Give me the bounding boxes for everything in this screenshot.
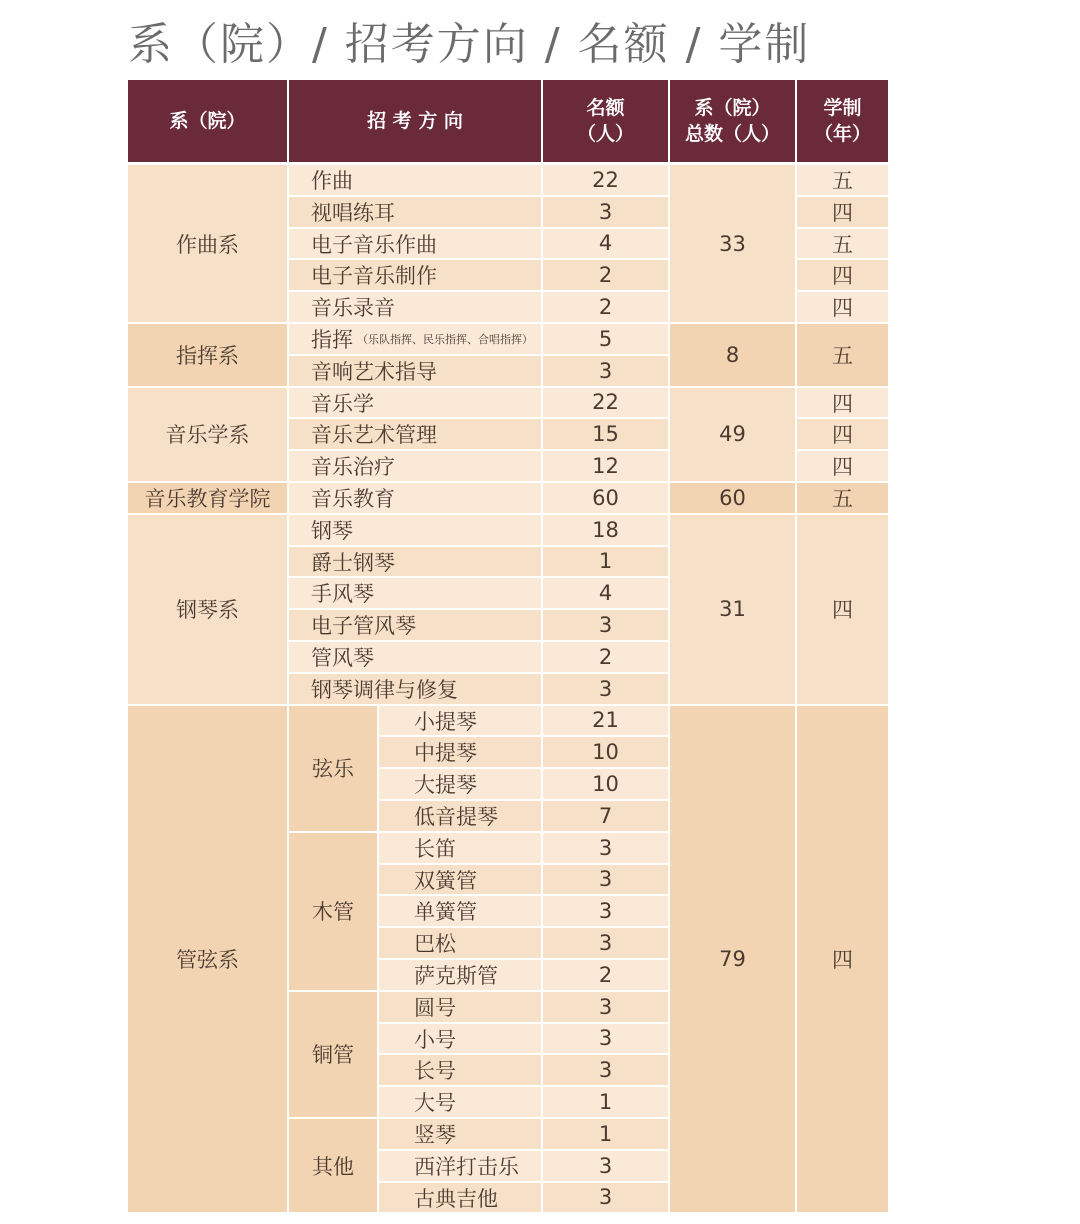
group-name-text: 弦乐 — [312, 757, 354, 782]
dept-name-text: 作曲系 — [176, 232, 239, 257]
direction-text: 萨克斯管 — [414, 963, 498, 988]
years-text: 四 — [832, 296, 853, 321]
direction — [379, 992, 541, 1022]
group-name — [289, 992, 377, 1117]
quota-text: 22 — [592, 390, 619, 415]
direction — [289, 674, 541, 704]
quota — [543, 1151, 668, 1181]
years-text: 四 — [832, 391, 853, 416]
dept-name — [128, 483, 287, 513]
direction-text: 大号 — [414, 1091, 456, 1116]
quota — [543, 896, 668, 926]
direction — [379, 896, 541, 926]
quota-text: 2 — [598, 644, 613, 669]
header-years — [797, 80, 888, 162]
dept-name — [128, 324, 287, 386]
header-dept-label: 系（院） — [169, 110, 246, 132]
dept-total-text: 60 — [719, 485, 746, 510]
quota-text: 3 — [598, 835, 613, 860]
direction-text: 长笛 — [414, 836, 456, 861]
direction-text: 钢琴 — [311, 518, 353, 543]
quota — [543, 165, 668, 195]
quota — [543, 356, 668, 386]
dept-total — [670, 165, 795, 322]
direction — [379, 737, 541, 767]
quota — [543, 1087, 668, 1117]
quota-text: 10 — [592, 772, 619, 797]
quota — [543, 801, 668, 831]
dept-years — [797, 483, 888, 513]
direction-text: 指挥 — [311, 327, 353, 352]
group-name — [289, 1119, 377, 1212]
direction — [289, 260, 541, 290]
dept-total — [670, 324, 795, 386]
dept-name — [128, 165, 287, 322]
quota-text: 3 — [598, 1185, 613, 1210]
direction — [289, 419, 541, 449]
header-total — [670, 80, 795, 162]
dept-years-text: 四 — [832, 947, 853, 972]
dept-total — [670, 515, 795, 704]
direction — [289, 515, 541, 545]
direction-text: 手风琴 — [311, 582, 374, 607]
years — [797, 260, 888, 290]
quota — [543, 515, 668, 545]
quota — [543, 578, 668, 608]
direction-text: 作曲 — [311, 168, 353, 193]
direction-text: 电子音乐制作 — [311, 264, 437, 289]
direction — [379, 1183, 541, 1213]
quota-text: 2 — [598, 962, 613, 987]
years — [797, 419, 888, 449]
quota — [543, 324, 668, 354]
years-text: 五 — [832, 168, 853, 193]
quota-text: 12 — [592, 454, 619, 479]
years-text: 四 — [832, 264, 853, 289]
header-total-line2: 总数（人） — [684, 123, 780, 145]
direction-text: 管风琴 — [311, 645, 374, 670]
dept-total-text: 33 — [719, 231, 746, 256]
dept-total-text: 79 — [719, 946, 746, 971]
years-text: 四 — [832, 423, 853, 448]
direction-text: 音乐录音 — [311, 296, 395, 321]
dept-name-text: 音乐教育学院 — [144, 486, 271, 511]
quota-text: 3 — [598, 899, 613, 924]
quota — [543, 706, 668, 736]
years — [797, 388, 888, 418]
quota-text: 2 — [598, 263, 613, 288]
quota-text: 4 — [598, 581, 613, 606]
direction-text: 音乐治疗 — [311, 455, 395, 480]
quota-text: 10 — [592, 740, 619, 765]
group-name-text: 其他 — [312, 1154, 354, 1179]
header-quota — [543, 80, 668, 162]
years-text: 五 — [832, 232, 853, 257]
quota-text: 1 — [598, 1090, 613, 1115]
quota-text: 22 — [592, 167, 619, 192]
direction — [289, 324, 541, 354]
direction-text: 圆号 — [414, 995, 456, 1020]
direction-text: 音响艺术指导 — [311, 359, 437, 384]
years — [797, 197, 888, 227]
quota-text: 3 — [598, 994, 613, 1019]
dept-years-text: 五 — [832, 486, 853, 511]
direction-text: 低音提琴 — [414, 804, 498, 829]
direction — [379, 801, 541, 831]
direction — [379, 706, 541, 736]
quota — [543, 547, 668, 577]
direction-text: 单簧管 — [414, 900, 477, 925]
quota — [543, 483, 668, 513]
direction — [289, 451, 541, 481]
direction-text: 大提琴 — [414, 773, 477, 798]
direction-text: 中提琴 — [414, 741, 477, 766]
dept-total — [670, 388, 795, 481]
direction-text: 爵士钢琴 — [311, 550, 395, 575]
quota-text: 1 — [598, 549, 613, 574]
header-years-line1: 学制 — [823, 97, 862, 119]
quota-text: 3 — [598, 1026, 613, 1051]
quota-text: 3 — [598, 676, 613, 701]
quota — [543, 292, 668, 322]
quota — [543, 642, 668, 672]
direction-text: 双簧管 — [414, 868, 477, 893]
direction-text: 古典吉他 — [414, 1186, 498, 1211]
direction-text: 音乐艺术管理 — [311, 423, 437, 448]
header-quota-line2: （人） — [576, 123, 634, 145]
dept-years-text: 五 — [832, 343, 853, 368]
direction — [289, 292, 541, 322]
quota — [543, 960, 668, 990]
direction-text: 西洋打击乐 — [414, 1154, 519, 1179]
header-direction-label: 招 考 方 向 — [367, 110, 463, 132]
dept-name-text: 指挥系 — [176, 343, 239, 368]
group-name — [289, 833, 377, 990]
quota — [543, 833, 668, 863]
header-dept — [128, 80, 287, 162]
header-total-line1: 系（院） — [694, 97, 771, 119]
quota — [543, 928, 668, 958]
direction — [379, 960, 541, 990]
quota-text: 3 — [598, 1153, 613, 1178]
dept-name-text: 钢琴系 — [176, 598, 239, 623]
direction — [379, 1087, 541, 1117]
quota-text: 1 — [598, 1121, 613, 1146]
direction — [379, 769, 541, 799]
quota-text: 15 — [592, 422, 619, 447]
quota — [543, 451, 668, 481]
quota-text: 4 — [598, 231, 613, 256]
group-name — [289, 706, 377, 831]
years — [797, 451, 888, 481]
direction-text: 钢琴调律与修复 — [311, 677, 458, 702]
quota-text: 18 — [592, 517, 619, 542]
quota-text: 7 — [598, 803, 613, 828]
direction-text: 视唱练耳 — [311, 200, 395, 225]
quota — [543, 229, 668, 259]
dept-total-text: 31 — [719, 597, 746, 622]
direction-text: 电子音乐作曲 — [311, 232, 437, 257]
direction — [379, 1151, 541, 1181]
quota — [543, 610, 668, 640]
quota-text: 3 — [598, 199, 613, 224]
dept-years — [797, 515, 888, 704]
direction — [289, 197, 541, 227]
dept-name — [128, 706, 287, 1213]
direction-text: 巴松 — [414, 932, 456, 957]
dept-total-text: 49 — [719, 422, 746, 447]
quota-text: 3 — [598, 1058, 613, 1083]
direction-text: 小提琴 — [414, 709, 477, 734]
group-name-text: 铜管 — [312, 1043, 354, 1068]
direction — [289, 547, 541, 577]
direction — [379, 1024, 541, 1054]
direction — [379, 865, 541, 895]
direction — [379, 833, 541, 863]
direction — [289, 165, 541, 195]
quota — [543, 1024, 668, 1054]
direction — [379, 1119, 541, 1149]
direction — [289, 642, 541, 672]
quota — [543, 1119, 668, 1149]
direction-note: （乐队指挥、民乐指挥、合唱指挥） — [357, 332, 533, 346]
quota — [543, 197, 668, 227]
direction-text: 小号 — [414, 1027, 456, 1052]
dept-years — [797, 706, 888, 1213]
quota — [543, 674, 668, 704]
dept-years — [797, 324, 888, 386]
direction — [289, 610, 541, 640]
quota-text: 3 — [598, 613, 613, 638]
years-text: 四 — [832, 455, 853, 480]
years — [797, 229, 888, 259]
quota-text: 60 — [592, 485, 619, 510]
quota — [543, 419, 668, 449]
group-name-text: 木管 — [312, 900, 354, 925]
quota-text: 3 — [598, 358, 613, 383]
quota-text: 3 — [598, 867, 613, 892]
dept-total-text: 8 — [725, 342, 740, 367]
years-text: 四 — [832, 200, 853, 225]
quota — [543, 388, 668, 418]
header-direction — [289, 80, 541, 162]
direction — [379, 1055, 541, 1085]
direction-text: 音乐教育 — [311, 486, 395, 511]
quota — [543, 737, 668, 767]
dept-name — [128, 388, 287, 481]
direction-text: 竖琴 — [414, 1122, 456, 1147]
direction — [379, 928, 541, 958]
admission-table — [128, 80, 888, 1212]
direction — [289, 578, 541, 608]
dept-years-text: 四 — [832, 598, 853, 623]
quota-text: 5 — [598, 326, 613, 351]
quota — [543, 865, 668, 895]
quota — [543, 260, 668, 290]
direction — [289, 356, 541, 386]
direction — [289, 483, 541, 513]
direction — [289, 388, 541, 418]
dept-total — [670, 483, 795, 513]
direction — [289, 229, 541, 259]
years — [797, 292, 888, 322]
header-years-line2: （年） — [813, 123, 871, 145]
dept-name-text: 音乐学系 — [165, 423, 250, 448]
dept-name-text: 管弦系 — [176, 947, 239, 972]
quota — [543, 992, 668, 1022]
header-quota-line1: 名额 — [586, 97, 625, 119]
quota — [543, 1183, 668, 1213]
dept-name — [128, 515, 287, 704]
direction-text: 长号 — [414, 1059, 456, 1084]
direction-text: 电子管风琴 — [311, 614, 416, 639]
quota-text: 21 — [592, 708, 619, 733]
quota — [543, 769, 668, 799]
dept-total — [670, 706, 795, 1213]
quota-text: 3 — [598, 931, 613, 956]
page-title: 系（院）/ 招考方向 / 名额 / 学制 — [128, 19, 811, 70]
quota-text: 2 — [598, 295, 613, 320]
direction-text: 音乐学 — [311, 391, 374, 416]
quota — [543, 1055, 668, 1085]
years — [797, 165, 888, 195]
